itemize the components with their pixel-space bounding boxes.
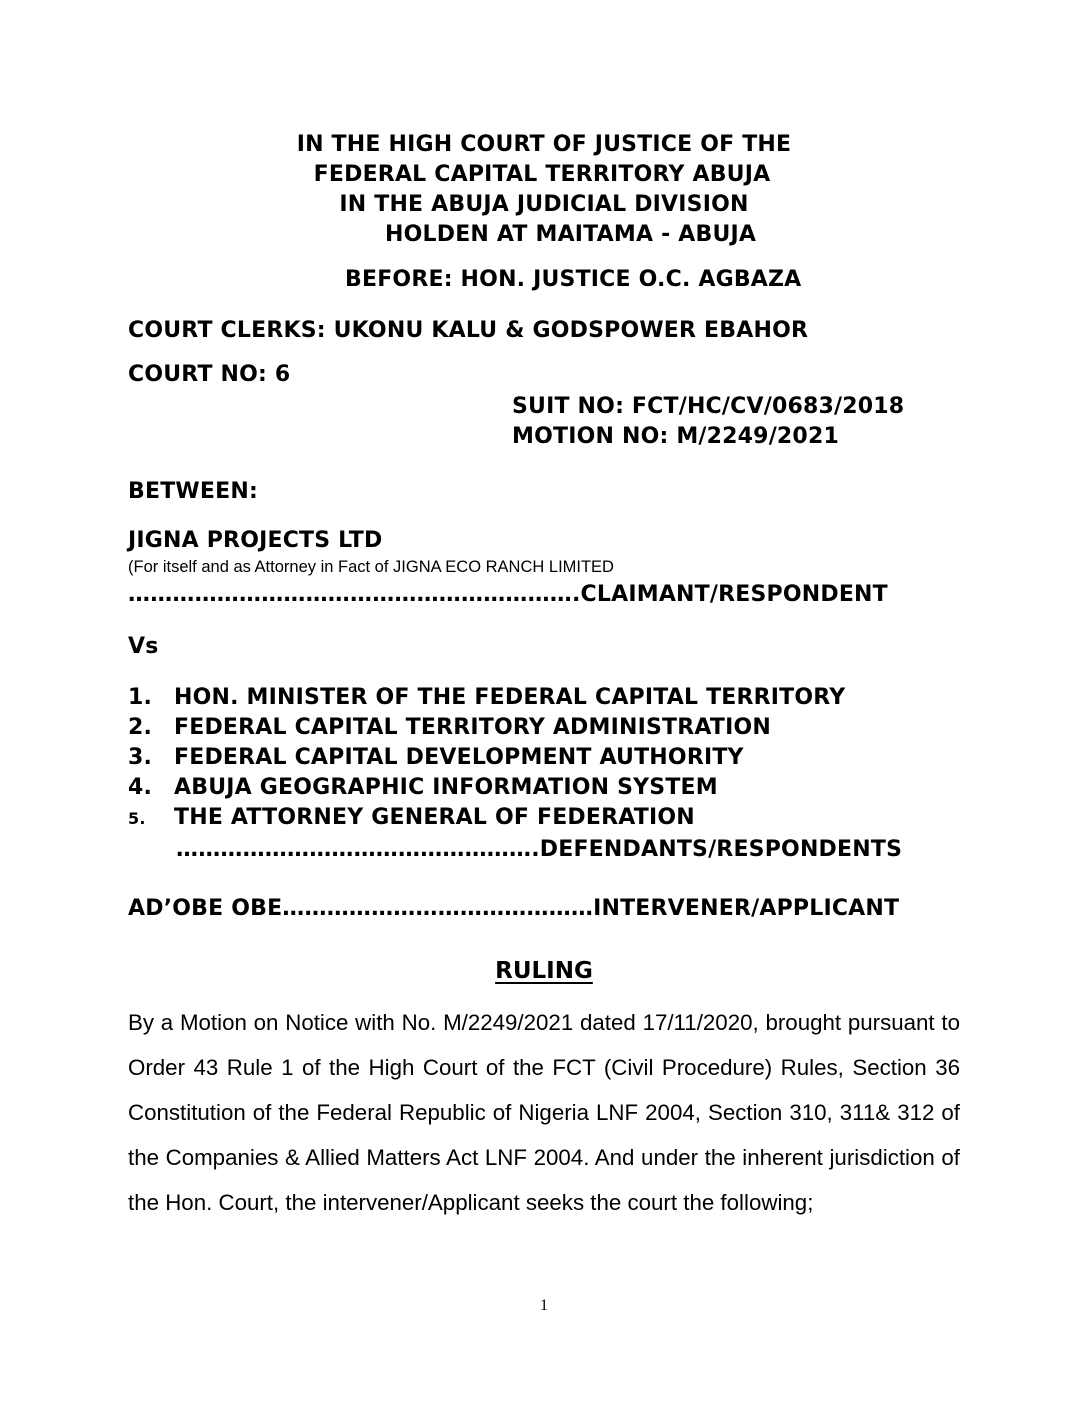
- court-title-line-3: IN THE ABUJA JUDICIAL DIVISION: [339, 192, 749, 217]
- claimant-role: …………………………………………………….CLAIMANT/RESPONDENT: [128, 582, 888, 607]
- claimant-note: (For itself and as Attorney in Fact of JIGNA ECO RANCH LIMITED: [128, 558, 614, 576]
- court-title-line-4: HOLDEN AT MAITAMA - ABUJA: [385, 222, 757, 247]
- defendant-item: [128, 713, 771, 743]
- defendant-name: THE ATTORNEY GENERAL OF FEDERATION: [174, 805, 695, 830]
- versus-label: Vs: [128, 634, 159, 659]
- defendant-number: 5.: [128, 809, 146, 828]
- page-number: 1: [540, 1297, 548, 1314]
- defendant-item: [128, 743, 744, 773]
- defendant-number: 3.: [128, 745, 153, 770]
- ruling-title: RULING: [495, 958, 593, 984]
- defendants-role: ………………………………………….DEFENDANTS/RESPONDENTS: [176, 837, 903, 862]
- suit-number: SUIT NO: FCT/HC/CV/0683/2018: [512, 394, 905, 419]
- motion-number: MOTION NO: M/2249/2021: [512, 424, 839, 449]
- court-clerks: COURT CLERKS: UKONU KALU & GODSPOWER EBAHOR: [128, 318, 809, 343]
- defendant-number: 2.: [128, 715, 153, 740]
- defendant-name: ABUJA GEOGRAPHIC INFORMATION SYSTEM: [174, 775, 718, 800]
- defendant-item: [128, 803, 695, 834]
- court-title-line-2: FEDERAL CAPITAL TERRITORY ABUJA: [313, 162, 771, 187]
- defendant-number: 1.: [128, 685, 153, 710]
- defendant-name: HON. MINISTER OF THE FEDERAL CAPITAL TERRITORY: [174, 685, 846, 710]
- judge-line: BEFORE: HON. JUSTICE O.C. AGBAZA: [345, 267, 802, 292]
- defendant-item: [128, 683, 845, 713]
- court-number: COURT NO: 6: [128, 362, 291, 387]
- defendant-name: FEDERAL CAPITAL TERRITORY ADMINISTRATION: [174, 715, 771, 740]
- between-label: BETWEEN:: [128, 479, 258, 504]
- defendant-item: [128, 773, 718, 803]
- defendant-name: FEDERAL CAPITAL DEVELOPMENT AUTHORITY: [174, 745, 744, 770]
- intervener-line: AD’OBE OBE……………………………………INTERVENER/APPLICANT: [128, 896, 900, 921]
- court-title-line-1: IN THE HIGH COURT OF JUSTICE OF THE: [296, 132, 792, 157]
- ruling-heading: [0, 956, 1088, 986]
- defendant-number: 4.: [128, 775, 153, 800]
- claimant-name: JIGNA PROJECTS LTD: [128, 528, 383, 553]
- ruling-paragraph: By a Motion on Notice with No. M/2249/2021 dated 17/11/2020, brought pursuant to Order 43 Rule 1 of the High Court of the FCT (Civil Procedure) Rules, Section 36 Constitution of the Federal Republic of Nigeria LNF 2004, Section 310, 311& 312 of the Companies & Allied Matters Act LNF 2004. And under the inherent jurisdiction of the Hon. Court, the intervener/Applicant seeks the court the following;: [128, 1010, 960, 1215]
